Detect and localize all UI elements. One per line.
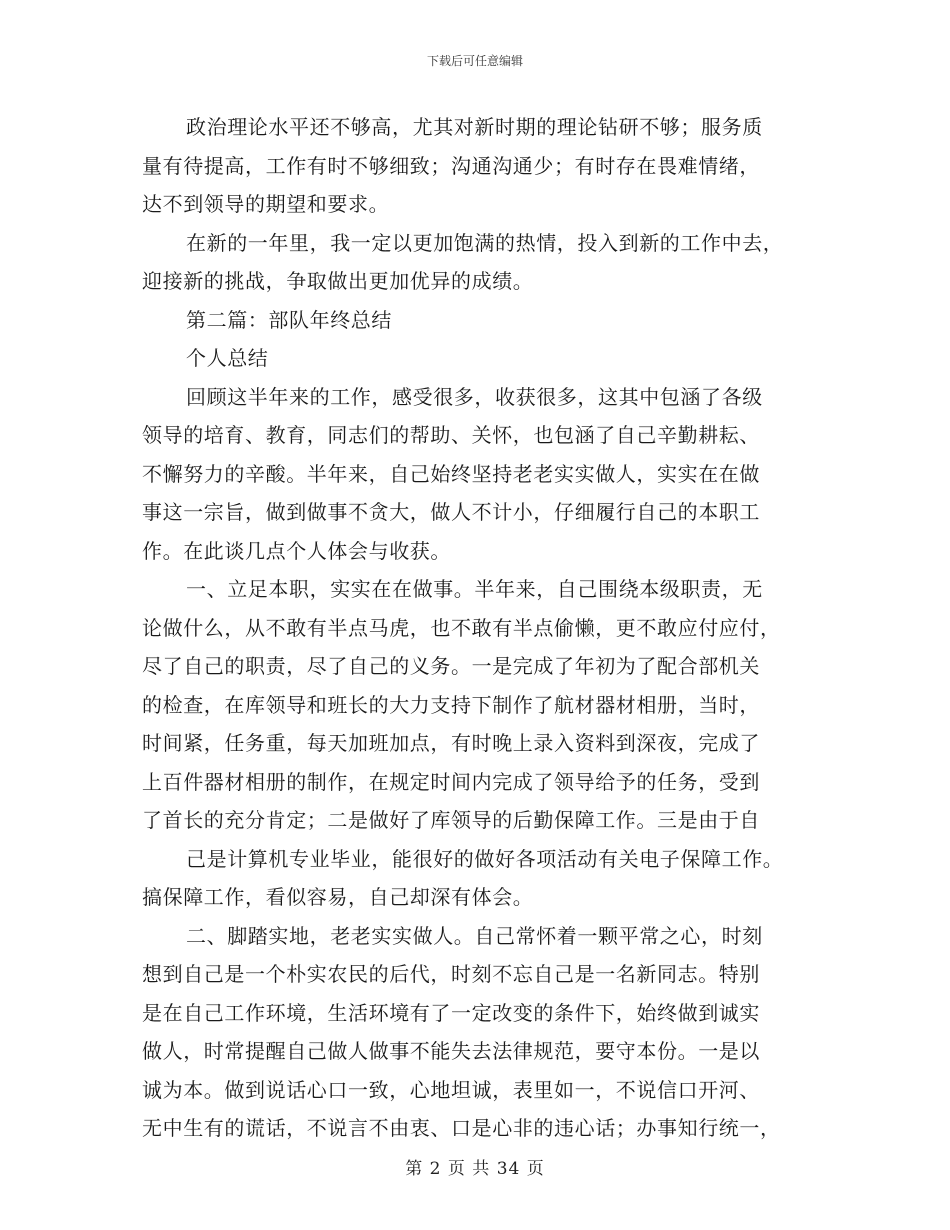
text-line: 政治理论水平还不够高，尤其对新时期的理论钻研不够；服务质: [186, 115, 763, 139]
text-line: 二、脚踏实地，老老实实做人。自己常怀着一颗平常之心，时刻: [186, 923, 763, 948]
text-line: 量有待提高，工作有时不够细致；沟通沟通少；有时存在畏难情绪，: [142, 153, 760, 178]
text-line: 尽了自己的职责，尽了自己的义务。一是完成了年初为了配合部机关: [142, 654, 760, 678]
document-body: [142, 108, 810, 1148]
text-line: 无中生有的谎话，不说言不由衷、口是心非的违心话；办事知行统一，: [142, 1116, 781, 1140]
page-header-note: 下载后可任意编辑: [426, 54, 523, 68]
page-footer-number: 第 2 页 共 34 页: [405, 1159, 545, 1179]
text-line: 回顾这半年来的工作，感受很多，收获很多，这其中包涵了各级: [186, 384, 763, 409]
text-line: 个人总结: [186, 346, 269, 370]
text-line: 在新的一年里，我一定以更加饱满的热情，投入到新的工作中去，: [186, 230, 784, 255]
text-line: 论做什么，从不敢有半点马虎，也不敢有半点偷懒，更不敢应付应付，: [142, 615, 781, 640]
text-line: 第二篇：部队年终总结: [186, 307, 392, 332]
text-line: 领导的培育、教育，同志们的帮助、关怀，也包涵了自己辛勤耕耘、: [142, 423, 760, 447]
text-line: 做人，时常提醒自己做人做事不能失去法律规范，要守本份。一是以: [142, 1039, 760, 1063]
text-line: 作。在此谈几点个人体会与收获。: [142, 538, 451, 563]
text-line: 己是计算机专业毕业，能很好的做好各项活动有关电子保障工作。: [186, 846, 784, 871]
text-line: 时间紧，任务重，每天加班加点，有时晚上录入资料到深夜，完成了: [142, 731, 760, 755]
text-line: 一、立足本职，实实在在做事。半年来，自己围绕本级职责，无: [186, 577, 763, 601]
text-line: 了首长的充分肯定；二是做好了库领导的后勤保障工作。三是由于自: [142, 808, 760, 832]
text-line: 想到自己是一个朴实农民的后代，时刻不忘自己是一名新同志。特别: [142, 962, 760, 986]
text-line: 上百件器材相册的制作，在规定时间内完成了领导给予的任务，受到: [142, 769, 760, 794]
text-line: 诚为本。做到说话心口一致，心地坦诚，表里如一，不说信口开河、: [142, 1077, 760, 1102]
text-line: 搞保障工作，看似容易，自己却深有体会。: [142, 885, 534, 909]
text-line: 是在自己工作环境，生活环境有了一定改变的条件下，始终做到诚实: [142, 1000, 760, 1025]
text-line: 迎接新的挑战，争取做出更加优异的成绩。: [142, 269, 534, 293]
text-line: 事这一宗旨，做到做事不贪大，做人不计小，仔细履行自己的本职工: [142, 500, 760, 524]
text-line: 的检查，在库领导和班长的大力支持下制作了航材器材相册，当时，: [142, 692, 760, 717]
text-line: 不懈努力的辛酸。半年来，自己始终坚持老老实实做人，实实在在做: [142, 461, 760, 486]
text-line: 达不到领导的期望和要求。: [142, 192, 390, 216]
